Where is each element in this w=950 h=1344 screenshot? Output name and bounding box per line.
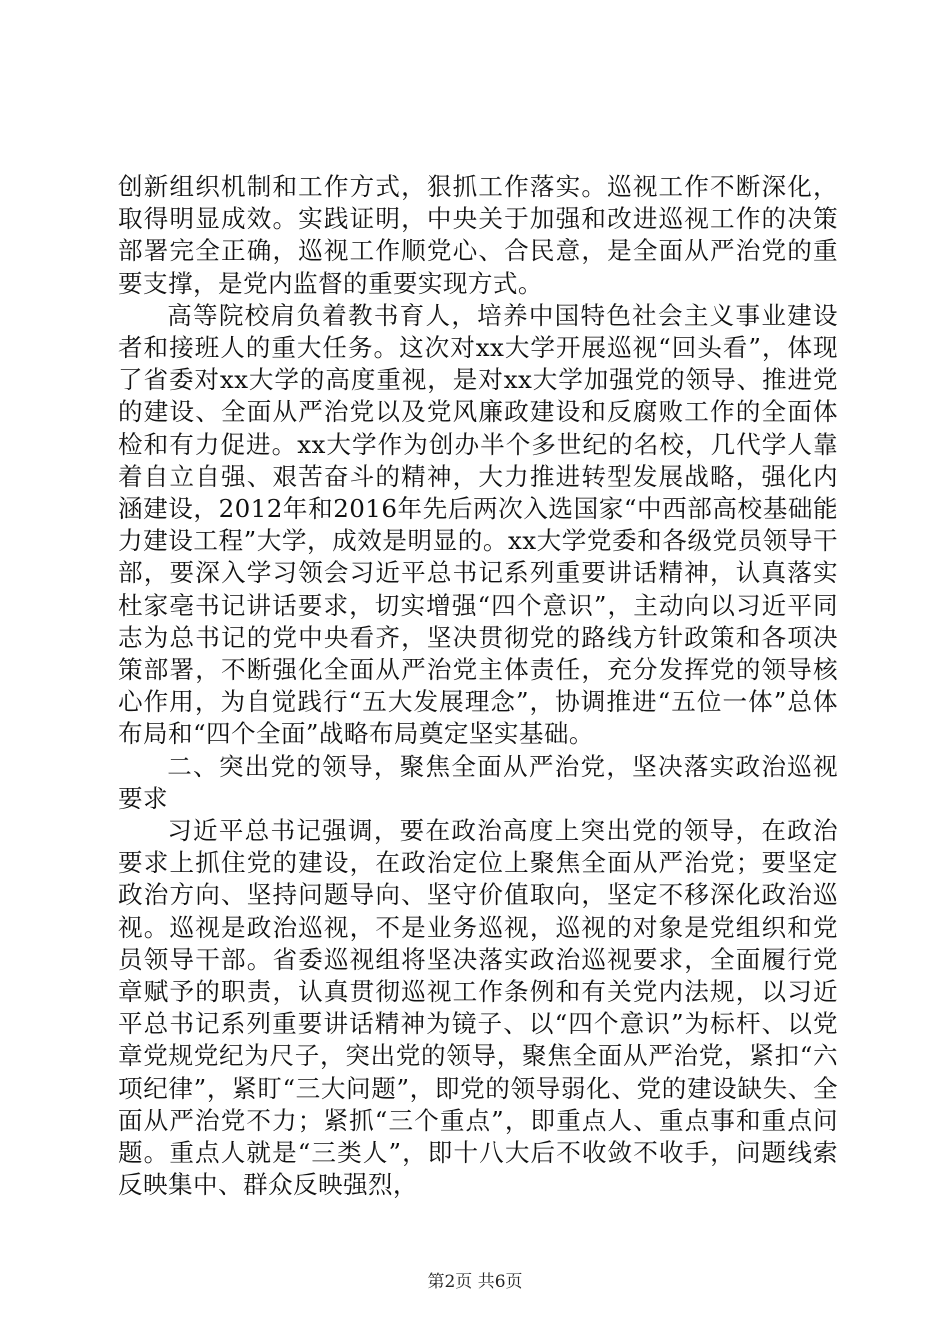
section-heading: 二、突出党的领导，聚焦全面从严治党，坚决落实政治巡视要求 — [118, 751, 838, 813]
paragraph-university: 高等院校肩负着教书育人，培养中国特色社会主义事业建设者和接班人的重大任务。这次对xx大学开展巡视“回头看”，体现了省委对xx大学的高度重视，是对xx大学加强党的领导、推进党的建设、全面从严治党以及党风廉政建设和反腐败工作的全面体检和有力促进。xx大学作为创办半个多世纪的名校，几代学人靠着自立自强、艰苦奋斗的精神，大力推进转型发展战略，强化内涵建设，2012年和2016年先后两次入选国家“中西部高校基础能力建设工程”大学，成效是明显的。xx大学党委和各级党员领导干部，要深入学习领会习近平总书记系列重要讲话精神，认真落实杜家亳书记讲话要求，切实增强“四个意识”，主动向以习近平同志为总书记的党中央看齐，坚决贯彻党的路线方针政策和各项决策部署，不断强化全面从严治党主体责任，充分发挥党的领导核心作用，为自觉践行“五大发展理念”，协调推进“五位一体”总体布局和“四个全面”战略布局奠定坚实基础。 — [118, 300, 838, 749]
body-text — [118, 171, 838, 1202]
page-footer: 第2页 共6页 — [427, 1272, 523, 1292]
paragraph-continuation: 创新组织机制和工作方式，狠抓工作落实。巡视工作不断深化，取得明显成效。实践证明，中央关于加强和改进巡视工作的决策部署完全正确，巡视工作顺党心、合民意，是全面从严治党的重要支撑，是党内监督的重要实现方式。 — [118, 172, 838, 298]
paragraph-political-inspection: 习近平总书记强调，要在政治高度上突出党的领导，在政治要求上抓住党的建设，在政治定位上聚焦全面从严治党；要坚定政治方向、坚持问题导向、坚守价值取向，坚定不移深化政治巡视。巡视是政治巡视，不是业务巡视，巡视的对象是党组织和党员领导干部。省委巡视组将坚决落实政治巡视要求，全面履行党章赋予的职责，认真贯彻巡视工作条例和有关党内法规，以习近平总书记系列重要讲话精神为镜子、以“四个意识”为标杆、以党章党规党纪为尺子，突出党的领导，聚焦全面从严治党，紧扣“六项纪律”，紧盯“三大问题”，即党的领导弱化、党的建设缺失、全面从严治党不力；紧抓“三个重点”，即重点人、重点事和重点问题。重点人就是“三类人”，即十八大后不收敛不收手，问题线索反映集中、群众反映强烈， — [118, 816, 838, 1200]
